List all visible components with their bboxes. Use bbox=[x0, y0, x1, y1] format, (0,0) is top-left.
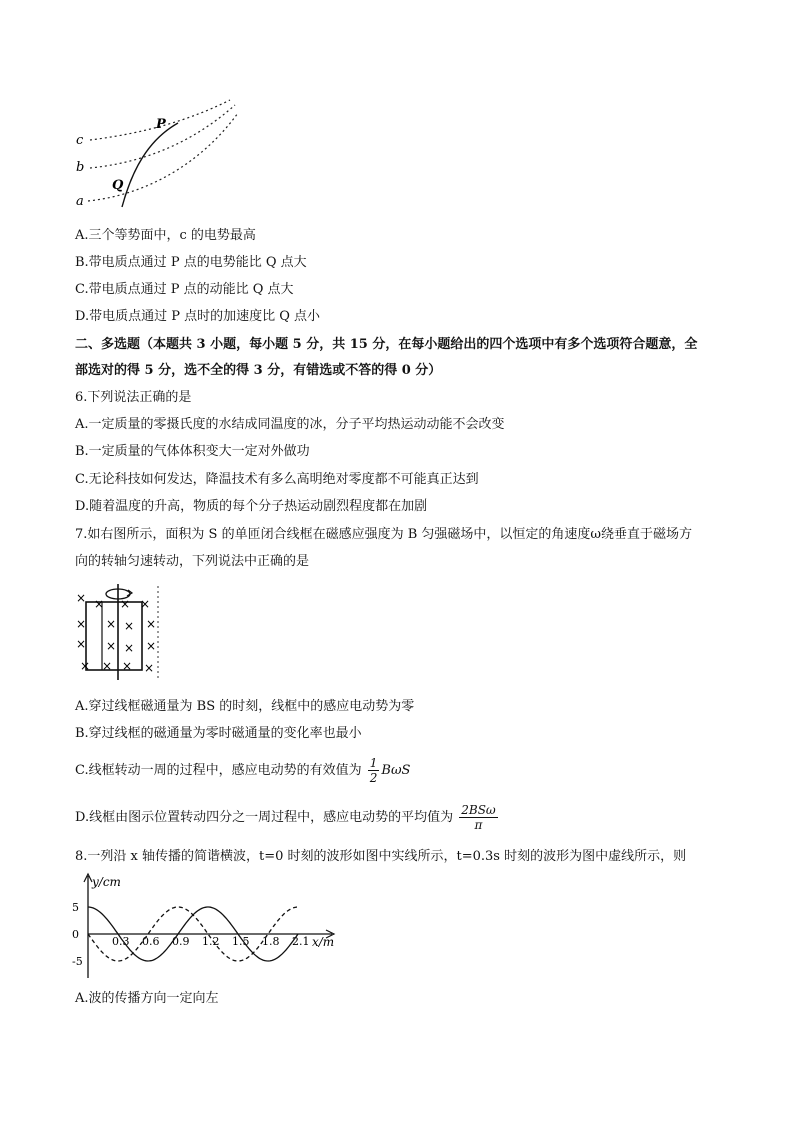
q6-option-b: B.一定质量的气体体积变大一定对外做功 bbox=[75, 444, 310, 459]
field-cross: × bbox=[102, 659, 113, 673]
field-cross: × bbox=[80, 659, 91, 673]
fraction-numerator: 2BSω bbox=[461, 803, 496, 817]
label-c: c bbox=[76, 133, 84, 148]
coil-frame bbox=[86, 602, 142, 670]
equipotential-line-b bbox=[90, 105, 235, 168]
field-cross: × bbox=[124, 619, 135, 633]
x-tick-label: 0.6 bbox=[142, 935, 160, 948]
field-cross: × bbox=[94, 597, 105, 611]
fraction-numerator: 1 bbox=[369, 756, 378, 770]
q7-stem-line2: 向的转轴匀速转动，下列说法中正确的是 bbox=[75, 554, 310, 569]
q6-stem: 6.下列说法正确的是 bbox=[75, 390, 192, 405]
y-tick-label: 5 bbox=[72, 901, 79, 914]
trajectory-curve bbox=[122, 123, 178, 207]
x-tick-label: 2.1 bbox=[292, 935, 310, 948]
section2-heading-line2: 部选对的得 5 分，选不全的得 3 分，有错选或不答的得 0 分） bbox=[75, 363, 442, 378]
q5-option-d: D.带电质点通过 P 点时的加速度比 Q 点小 bbox=[75, 309, 321, 324]
fraction-denominator: 2 bbox=[369, 771, 378, 785]
label-a: a bbox=[76, 194, 84, 209]
y-tick-label: -5 bbox=[72, 955, 83, 968]
wave-chart bbox=[70, 870, 340, 982]
section2-heading-line1: 二、多选题（本题共 3 小题，每小题 5 分，共 15 分，在每小题给出的四个选项中有多个选项符合题意，全 bbox=[75, 337, 698, 352]
field-cross: × bbox=[122, 659, 133, 673]
x-tick-label: 1.5 bbox=[232, 935, 250, 948]
q7-option-c bbox=[75, 756, 735, 786]
q6-option-c: C.无论科技如何发达，降温技术有多么高明绝对零度都不可能真正达到 bbox=[75, 472, 479, 487]
field-cross: × bbox=[106, 617, 117, 631]
y-tick-label: 0 bbox=[72, 928, 79, 941]
x-axis-label: x/m bbox=[312, 935, 335, 949]
y-axis-label: y/cm bbox=[92, 875, 121, 889]
field-cross: × bbox=[76, 591, 87, 605]
field-cross: × bbox=[76, 617, 87, 631]
field-cross: × bbox=[146, 617, 157, 631]
x-tick-label: 0.9 bbox=[172, 935, 190, 948]
q7-option-c-text: C.线框转动一周的过程中，感应电动势的有效值为 bbox=[75, 763, 362, 778]
q8-option-a: A.波的传播方向一定向左 bbox=[75, 991, 219, 1006]
q7-option-d-text: D.线框由图示位置转动四分之一周过程中，感应电动势的平均值为 bbox=[75, 810, 454, 825]
q7-option-a: A.穿过线框磁通量为 BS 的时刻，线框中的感应电动势为零 bbox=[75, 699, 415, 714]
equipotential-figure bbox=[70, 95, 245, 210]
x-tick-label: 1.8 bbox=[262, 935, 280, 948]
field-cross: × bbox=[140, 597, 151, 611]
fraction-denominator: π bbox=[474, 818, 483, 832]
field-cross: × bbox=[146, 639, 157, 653]
coil-figure bbox=[72, 580, 167, 685]
field-cross: × bbox=[144, 661, 155, 675]
x-tick-label: 0.3 bbox=[112, 935, 130, 948]
label-b: b bbox=[76, 160, 85, 175]
field-cross: × bbox=[120, 597, 131, 611]
field-cross: × bbox=[106, 639, 117, 653]
field-cross: × bbox=[124, 641, 135, 655]
q7-stem-line1: 7.如右图所示，面积为 S 的单匝闭合线框在磁感应强度为 B 匀强磁场中，以恒定的角速度ω绕垂直于磁场方 bbox=[75, 527, 692, 542]
field-cross: × bbox=[76, 637, 87, 651]
q8-stem: 8.一列沿 x 轴传播的简谐横波，t=0 时刻的波形如图中实线所示，t=0.3s 时刻的波形为图中虚线所示，则 bbox=[75, 849, 687, 864]
q5-option-c: C.带电质点通过 P 点的动能比 Q 点大 bbox=[75, 282, 294, 297]
q7-option-d bbox=[75, 803, 735, 833]
q6-option-a: A.一定质量的零摄氏度的水结成同温度的冰，分子平均热运动动能不会改变 bbox=[75, 417, 505, 432]
fraction-average-emf bbox=[459, 803, 497, 832]
label-q: Q bbox=[112, 178, 124, 193]
q7-option-b: B.穿过线框的磁通量为零时磁通量的变化率也最小 bbox=[75, 726, 362, 741]
q5-option-a: A.三个等势面中，c 的电势最高 bbox=[75, 228, 256, 243]
q6-option-d: D.随着温度的升高，物质的每个分子热运动剧烈程度都在加剧 bbox=[75, 499, 428, 514]
fraction-half bbox=[368, 756, 380, 785]
q5-option-b: B.带电质点通过 P 点的电势能比 Q 点大 bbox=[75, 255, 307, 270]
x-tick-label: 1.2 bbox=[202, 935, 220, 948]
label-p: P bbox=[156, 117, 166, 132]
q7-option-c-tail: BωS bbox=[381, 763, 411, 778]
